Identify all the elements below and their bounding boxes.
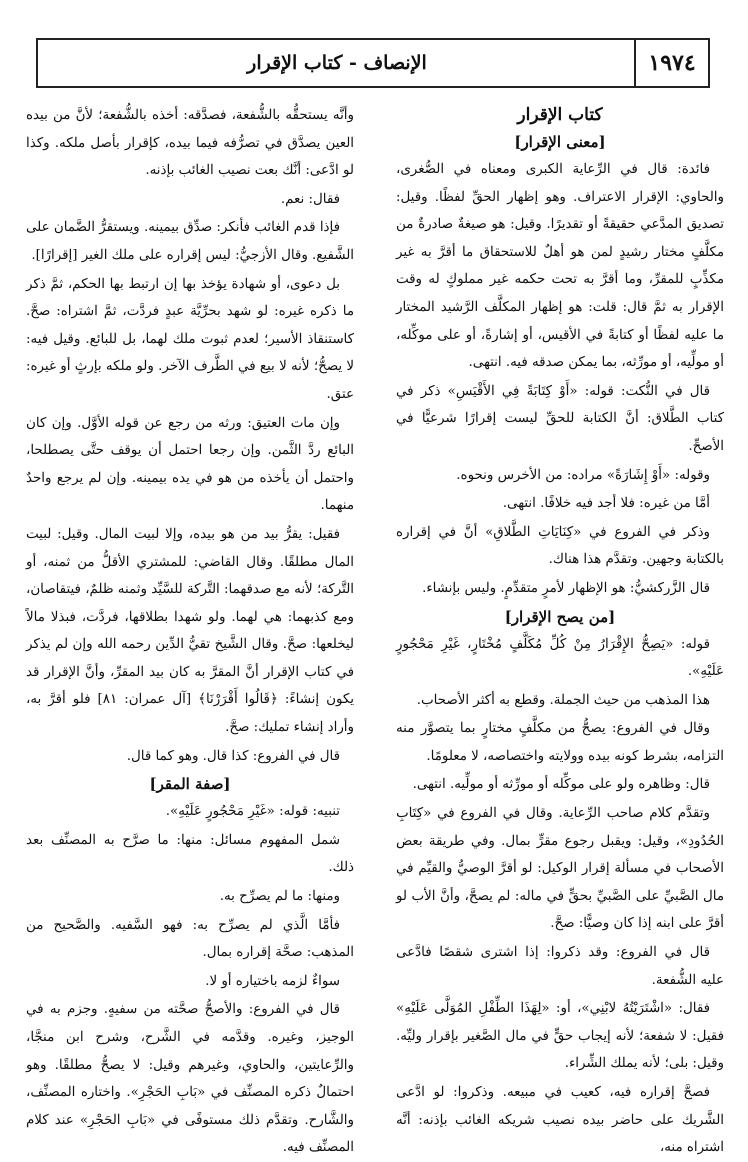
paragraph: قال في الفروع: كذا قال. وهو كما قال. — [126, 748, 340, 764]
page-number: ١٩٧٤ — [634, 40, 708, 86]
left-column — [26, 102, 354, 1156]
paragraph: قال في الفروع: وقد ذكروا: إذا اشترى شقصًا فادَّعى عليه الشُّفعة. — [396, 945, 724, 988]
paragraph: وإن مات العتيق: ورثه من رجع عن قوله الأوَّل. وإن كان البائع ردَّ الثَّمن. وإن رجعا احتمل أن يوقف حتَّى يصطلحا، واحتمل أن يأخذه من هو في يده بيمينه. وإن لم يرجع واحدٌ منهما. — [26, 415, 354, 514]
paragraph: أمَّا من غيره: فلا أجد فيه خلافًا. انتهى. — [502, 496, 710, 512]
page-header — [36, 38, 710, 88]
paragraph: وقال في الفروع: يصحُّ من مكلَّفٍ مختارٍ بما يتصوَّر منه التزامه، بشرط كونه بيده وولايته واختصاصه، لا معلومًا. — [396, 721, 724, 764]
paragraph: قال في الفروع: والأصحُّ صحَّته من سفيهٍ. وجزم به في الوجيز، وغيره. وقدَّمه في الشَّرح، وشرح ابن منجَّا، والرِّعايتين، والحاوي، وغيرهم وقيل: لا يصحُّ مطلقًا. وهو احتمالٌ ذكره المصنِّف في «بَابِ الحَجْرِ». واختاره المصنِّف، والشَّارح. وتقدَّم ذلك مستوفًى في «بَابِ الحَجْرِ» عند كلام المصنِّف فيه. — [26, 1002, 354, 1156]
paragraph: شمل المفهوم مسائل: منها: ما صرَّح به المصنِّف بعد ذلك. — [26, 832, 354, 876]
paragraph: سواءٌ لزمه باختياره أو لا. — [205, 973, 340, 989]
chapter-title: كتاب الإقرار — [517, 105, 603, 125]
paragraph: هذا المذهب من حيث الجملة. وقطع به أكثر الأصحاب. — [416, 692, 710, 708]
paragraph: قال الزَّركشيُّ: هو الإظهار لأمرٍ متقدِّمٍ. وليس بإنشاء. — [422, 580, 710, 596]
paragraph: فأمَّا الَّذي لم يصرِّح به: فهو السَّفيه. والصَّحيح من المذهب: صحَّة إقراره بمال. — [26, 917, 354, 961]
paragraph: فصحَّ إقراره فيه، كعيب في مبيعه. وذكروا: لو ادَّعى الشَّريك على حاضر بيده نصيب شريكه الغائب بإذنه: أنَّه اشتراه منه، — [396, 1085, 724, 1156]
paragraph: وتقدَّم كلام صاحب الرِّعاية. وقال في الفروع في «كِتَابِ الحُدُودِ»، وقيل: ويقبل رجوع مقرٍّ بمال. وفي طريقة بعض الأصحاب في مسألة إقرار الوكيل: لو أقرَّ الوصيُّ والقيِّم في مال الصَّبيِّ على الصَّبيِّ بحقٍّ في ماله: لم يصحَّ، وأنَّ الأب لو أقرَّ على ابنه إذا كان وصيًّا: صحَّ. — [396, 806, 724, 932]
section-heading-attribute: [صفة المقر] — [149, 775, 231, 794]
paragraph: قوله: «يَصِحُّ الإِقْرَارُ مِنْ كُلِّ مُكَلَّفٍ مُخْتَارٍ، غَيْرِ مَحْجُورٍ عَلَيْهِ». — [396, 636, 724, 680]
paragraph: وأنَّه يستحقُّه بالشُّفعة، فصدَّقه: أخذه بالشُّفعة؛ لأنَّ من بيده العين يصدَّق في تصرُّفه فيما بيده، كإقرار بأصل ملكه. وكذا لو ادَّعى: أنَّك بعت نصيب الغائب بإذنه. — [26, 108, 354, 179]
paragraph: ومنها: ما لم يصرِّح به. — [219, 889, 340, 905]
right-column — [396, 102, 724, 1156]
paragraph: بل دعوى، أو شهادة يؤخذ بها إن ارتبط بها الحكم، ثمَّ ذكر ما ذكره غيره: لو شهد بحرِّيَّة عبدٍ فردَّت، ثمَّ اشتراه: صحَّ. كاستنقاذ الأسير؛ لعدم ثبوت ملك لهما، بل للبائع. وقيل فيه: لا يصحُّ؛ لأنه لا بيع في الطَّرف الآخر. ولو ملكه بإرثٍ أو غيره: عتق. — [26, 276, 354, 402]
section-heading-who: [من يصح الإقرار] — [504, 607, 616, 626]
paragraph: وذكر في الفروع في «كِنَايَاتِ الطَّلاقِ» أنَّ في إقراره بالكتابة وجهين. وتقدَّم هذا هناك. — [396, 524, 724, 568]
paragraph: فإذا قدم الغائب فأنكر: صدِّق بيمينه. ويستقرُّ الضَّمان على الشَّفيع. وقال الأزجيُّ: ليس إقراره على ملك الغير [إقرارًا]. — [26, 220, 354, 263]
paragraph: قال في النُّكت: قوله: «أَوْ كِتَابَةً فِي الأَقْيَسِ» ذكر في كتاب الطَّلاق: أنَّ الكتابة للحقِّ ليست إقرارًا شرعيًّا في الأصحِّ. — [396, 383, 724, 454]
paragraph: وقوله: «أَوْ إِشَارَةً» مراده: من الأخرس ونحوه. — [456, 467, 710, 483]
section-heading-meaning: [معنى الإقرار] — [514, 133, 606, 151]
paragraph: تنبيه: قوله: «غَيْرِ مَحْجُورٍ عَلَيْهِ». — [165, 804, 340, 820]
paragraph: قال: وظاهره ولو على موكِّله أو مورِّثه أو مولِّيه. انتهى. — [412, 777, 710, 793]
paragraph: فقال: نعم. — [280, 191, 340, 207]
running-title: الإنصاف - كتاب الإقرار — [247, 52, 427, 74]
paragraph: فائدة: قال في الرِّعاية الكبرى ومعناه في الصُّغرى، والحاوي: الإقرار الاعتراف. وهو إظهار الحقِّ لفظًا. وقيل: تصديق المدَّعي حقيقةً أو تقديرًا. وقيل: هو صيغةٌ صادرةٌ من مكلَّفٍ مختار رشيدٍ لمن هو أهلٌ للاستحقاق ما أقرَّ به غير مكذِّبٍ للمقرِّ، وما أقرَّ به تحت حكمه غير مملوكٍ له وقت الإقرار به ثمَّ قال: قلت: هو إظهار المكلَّف الرَّشيد المختار ما عليه لفظًا أو كتابةً في الأقيس، أو إشارةً، أو على موكِّله، أو مولِّيه، أو مورِّثه، بما يمكن صدقه فيه. انتهى. — [396, 162, 724, 371]
paragraph: فقيل: يقرُّ بيد من هو بيده، وإلا لبيت المال. وقيل: لبيت المال مطلقًا. وقال القاضي: للمشتري الأقلُّ من ثمنه، أو التَّركة؛ لأنه مع صدقهما: التَّركة للسَّيِّد وثمنه ظلمٌ، فيتقاصان، ومع كذبهما: هي لهما. ولو شهدا بطلاقها، فردَّت، فبذلا مالاً ليخلعها: صحَّ. وقال الشَّيخ تقيُّ الدِّين رحمه الله وإن لم يذكر في كتاب الإقرار أنَّ المقرَّ به كان بيد المقرِّ، وأنَّ الإقرار قد يكون إنشاءً: ﴿قَالُوا أَقْرَرْنَا﴾ [آل عمران: ٨١] فلو أقرَّ به، وأراد إنشاء تمليك: صحَّ. — [26, 526, 354, 736]
paragraph: فقال: «اشْتَرَيْتُهُ لابْنِي»، أو: «لِهَذَا الطِّفْلِ المُوَلَّى عَلَيْهِ» فقيل: لا شفعة؛ لأنه إيجاب حقٍّ في مال الصَّغير بإقرار وليِّه. وقيل: بلى؛ لأنه يملك الشِّراء. — [396, 1001, 724, 1072]
